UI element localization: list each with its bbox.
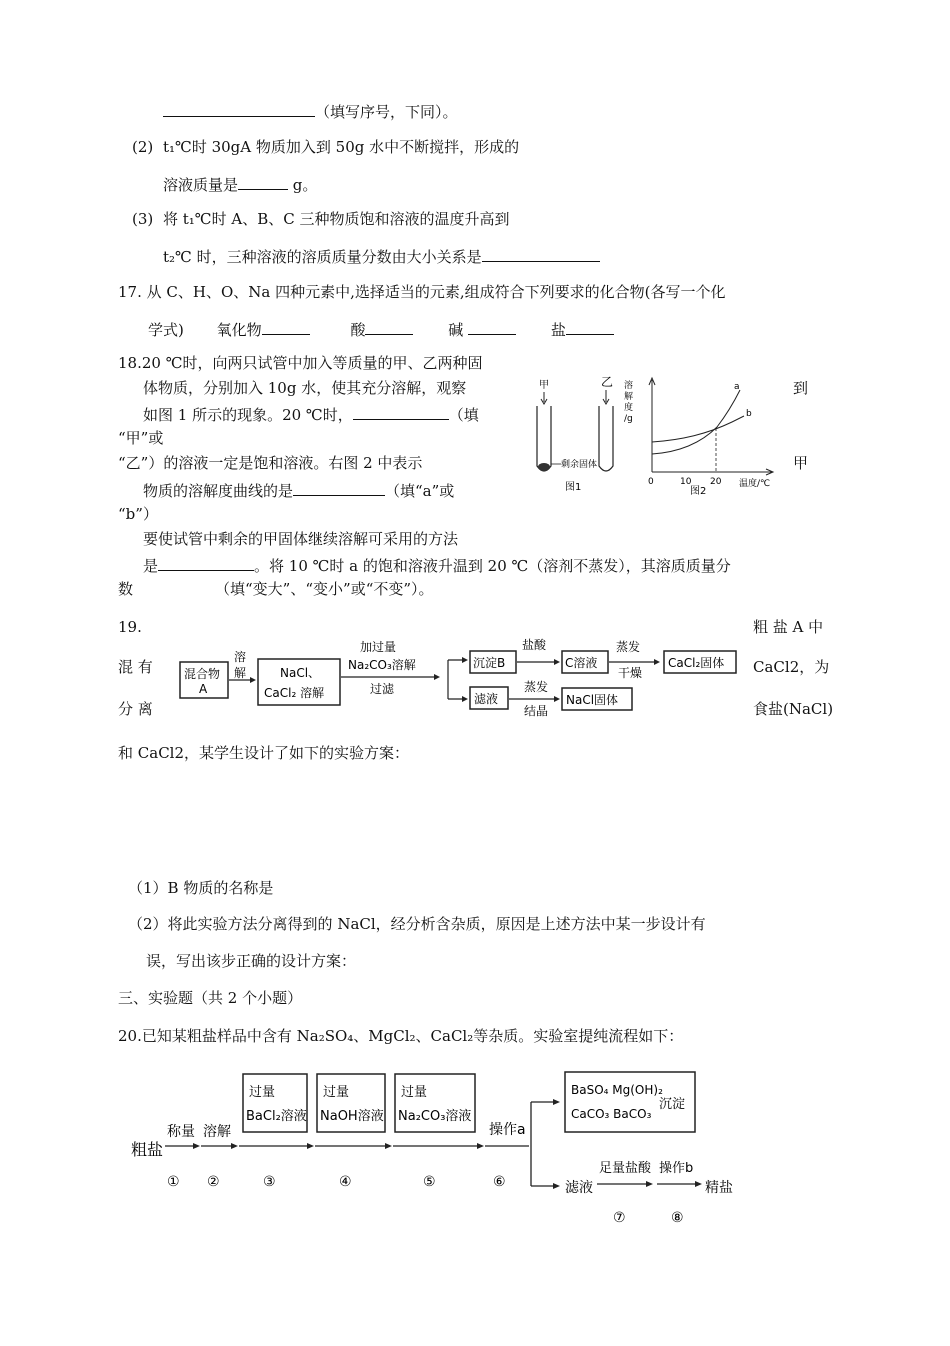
q19-left-3: 分 离 xyxy=(118,700,153,718)
dissolve-label-1: 溶 xyxy=(234,650,247,664)
evaporate-label-2: 蒸发 xyxy=(524,680,549,694)
q19-left-2: 混 有 xyxy=(118,658,153,676)
crude-salt-label: 粗盐 xyxy=(131,1140,164,1159)
operation-b-label: 操作b xyxy=(659,1161,694,1176)
bacl2-label-2: BaCl₂溶液 xyxy=(246,1109,307,1124)
q16-part3-num: (3) xyxy=(132,210,154,228)
figure1-caption: 图1 xyxy=(565,482,582,493)
curve-a-label: a xyxy=(734,382,740,392)
arrowhead-icon xyxy=(462,657,468,663)
na2co3-label-1: 过量 xyxy=(401,1085,428,1100)
q18-line7: “b”） xyxy=(118,505,158,523)
nacl-solid-label: NaCl固体 xyxy=(566,693,619,707)
residue-label: 剩余固体 xyxy=(561,460,598,470)
q19-number: 19. xyxy=(118,618,142,636)
q18-right-2: 甲 xyxy=(793,454,809,472)
x-tick-10: 10 xyxy=(680,477,692,487)
q18-line2: 体物质，分别加入 10g 水，使其充分溶解，观察 xyxy=(143,379,467,397)
solution-label-1: NaCl、 xyxy=(280,666,321,680)
tube-jia-label: 甲 xyxy=(539,380,549,391)
answer-blank[interactable] xyxy=(158,554,254,571)
q18-line9: 是 。将 10 ℃时 a 的饱和溶液升温到 20 ℃（溶剂不蒸发），其溶质质量分 xyxy=(143,554,731,576)
tube-yi-label: 乙 xyxy=(601,375,614,389)
evaporate-label-1: 蒸发 xyxy=(616,640,641,654)
step-4: ④ xyxy=(339,1174,352,1190)
hcl-label: 盐酸 xyxy=(522,638,547,652)
curve-a xyxy=(652,390,740,454)
y-axis-label-1: 溶 xyxy=(624,381,634,391)
operation-a-label: 操作a xyxy=(489,1122,526,1138)
answer-blank[interactable] xyxy=(163,100,315,117)
arrowhead-icon xyxy=(250,677,256,683)
q18-line4: “甲”或 xyxy=(118,429,164,447)
reagent-label-1: 加过量 xyxy=(360,640,397,654)
q20-flowchart xyxy=(125,1068,745,1233)
test-tubes-figure xyxy=(525,368,635,496)
q18-line6: 物质的溶解度曲线的是 （填“a”或 xyxy=(143,479,454,501)
q17-line2: 学式) 氧化物 酸 碱 盐 xyxy=(148,318,614,340)
q17-line1: 17. 从 C、H、O、Na 四种元素中,选择适当的元素,组成符合下列要求的化合物(各写一个化 xyxy=(118,283,726,301)
weigh-label: 称量 xyxy=(167,1124,195,1140)
q16-line1: （填写序号，下同）。 xyxy=(163,100,458,122)
x-tick-20: 20 xyxy=(710,477,722,487)
q18-line3: 如图 1 所示的现象。20 ℃时， （填 xyxy=(143,403,479,425)
naoh-label-1: 过量 xyxy=(323,1085,350,1100)
step-3: ③ xyxy=(263,1174,276,1190)
arrowhead-icon xyxy=(646,1181,653,1187)
q18-right-1: 到 xyxy=(793,379,809,397)
hcl-label: 足量盐酸 xyxy=(599,1161,652,1176)
precipitate-line-2: CaCO₃ BaCO₃ xyxy=(571,1107,652,1121)
step-5: ⑤ xyxy=(423,1174,436,1190)
q16-part3-line1: 将 t₁℃时 A、B、C 三种物质饱和溶液的温度升高到 xyxy=(163,210,510,228)
residue-solid xyxy=(538,463,550,471)
arrowhead-icon xyxy=(695,1181,702,1187)
arrowhead-icon xyxy=(231,1143,238,1149)
dissolve-label-2: 解 xyxy=(234,666,247,680)
arrowhead-icon xyxy=(554,696,560,702)
figure2-caption: 图2 xyxy=(690,486,707,496)
naoh-label-2: NaOH溶液 xyxy=(320,1109,384,1124)
x-axis-label: 温度/℃ xyxy=(739,479,771,489)
q16-part2-line1: t₁℃时 30gA 物质加入到 50g 水中不断搅拌，形成的 xyxy=(163,138,520,156)
q16-part2-line2: 溶液质量是 g。 xyxy=(163,173,317,195)
q16-part3-line2: t₂℃ 时，三种溶液的溶质质量分数由大小关系是 xyxy=(163,245,600,267)
solution-label-2: CaCl₂ 溶解 xyxy=(264,686,325,700)
curve-b xyxy=(652,416,744,442)
answer-blank[interactable] xyxy=(482,245,600,262)
answer-blank[interactable] xyxy=(238,173,288,190)
y-axis-label-4: /g xyxy=(624,414,633,424)
cacl2-solid-label: CaCl₂固体 xyxy=(668,656,725,670)
c-solution-label: C溶液 xyxy=(565,656,598,670)
arrowhead-icon xyxy=(193,1143,200,1149)
arrowhead-icon xyxy=(477,1143,484,1149)
na2co3-label-2: Na₂CO₃溶液 xyxy=(398,1109,472,1124)
dissolve-label: 溶解 xyxy=(203,1124,231,1140)
arrowhead-icon xyxy=(553,1099,560,1105)
q20-line1: 20.已知某粗盐样品中含有 Na₂SO₄、MgCl₂、CaCl₂等杂质。实验室提纯流程如下： xyxy=(118,1027,684,1045)
precipitate-label: 沉淀 xyxy=(659,1097,686,1112)
test-tube-jia xyxy=(537,406,551,471)
reagent-label-2: Na₂CO₃溶解 xyxy=(348,658,416,672)
q18-line1: 18.20 ℃时，向两只试管中加入等质量的甲、乙两种固 xyxy=(118,354,483,372)
answer-blank[interactable] xyxy=(262,318,310,335)
arrowhead-icon xyxy=(553,1183,560,1189)
arrowhead-icon xyxy=(385,1143,392,1149)
arrowhead-icon xyxy=(654,659,660,665)
pure-salt-label: 精盐 xyxy=(705,1180,733,1196)
answer-blank[interactable] xyxy=(566,318,614,335)
q19-right-3: 食盐(NaCl) xyxy=(753,700,834,718)
dry-label: 干燥 xyxy=(618,666,643,680)
q19-part2-line2: 误，写出该步正确的设计方案： xyxy=(146,952,357,970)
answer-blank[interactable] xyxy=(293,479,385,496)
arrowhead-icon xyxy=(554,659,560,665)
step-8: ⑧ xyxy=(671,1210,684,1226)
filter-label: 过滤 xyxy=(370,682,395,696)
curve-b-label: b xyxy=(746,409,752,419)
precipitate-b-label: 沉淀B xyxy=(473,656,506,670)
q19-flowchart xyxy=(176,635,746,720)
solubility-chart xyxy=(622,372,782,496)
q18-line5: “乙”）的溶液一定是饱和溶液。右图 2 中表示 xyxy=(118,454,423,472)
step-7: ⑦ xyxy=(613,1210,626,1226)
arrowhead-icon xyxy=(307,1143,314,1149)
q19-line4: 和 CaCl2，某学生设计了如下的实验方案： xyxy=(118,744,410,762)
test-tube-yi xyxy=(599,406,613,471)
mixture-a-label: A xyxy=(199,682,208,696)
q16-part2-num: (2) xyxy=(132,138,154,156)
arrowhead-icon xyxy=(462,696,468,702)
filtrate-label: 滤液 xyxy=(565,1180,593,1196)
arrowhead-icon xyxy=(434,674,440,680)
y-axis-label-3: 度 xyxy=(624,403,634,413)
q18-line10: 数 （填“变大”、“变小”或“不变”）。 xyxy=(118,580,434,598)
answer-blank[interactable] xyxy=(365,318,413,335)
q19-right-2: CaCl2，为 xyxy=(753,658,830,676)
filtrate-label: 滤液 xyxy=(474,692,499,706)
q18-line8: 要使试管中剩余的甲固体继续溶解可采用的方法 xyxy=(143,530,459,548)
step-6: ⑥ xyxy=(493,1174,506,1190)
q19-part2-line1: （2）将此实验方法分离得到的 NaCl，经分析含杂质，原因是上述方法中某一步设计有 xyxy=(128,915,706,933)
precipitate-line-1: BaSO₄ Mg(OH)₂ xyxy=(571,1083,663,1097)
crystallize-label: 结晶 xyxy=(524,704,549,718)
section-3-heading: 三、实验题（共 2 个小题） xyxy=(118,989,303,1007)
step-2: ② xyxy=(207,1174,220,1190)
x-tick-0: 0 xyxy=(648,477,654,487)
mixture-label: 混合物 xyxy=(184,667,221,681)
q19-right-1: 粗 盐 A 中 xyxy=(753,618,824,636)
bacl2-label-1: 过量 xyxy=(249,1085,276,1100)
answer-blank[interactable] xyxy=(468,318,516,335)
step-1: ① xyxy=(167,1174,180,1190)
q19-part1: （1）B 物质的名称是 xyxy=(128,879,274,897)
answer-blank[interactable] xyxy=(353,403,449,420)
y-axis-label-2: 解 xyxy=(624,392,634,402)
